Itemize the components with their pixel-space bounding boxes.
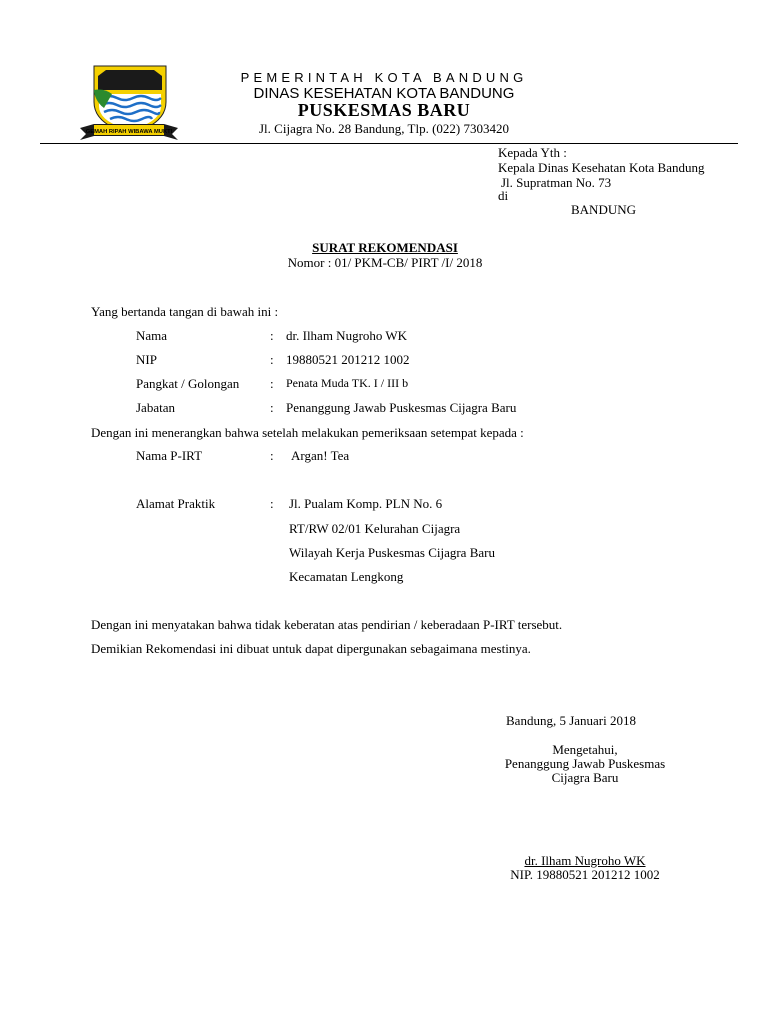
colon: : [270, 448, 274, 463]
colon: : [270, 352, 274, 367]
signer-name-value: dr. Ilham Nugroho WK [286, 328, 408, 343]
place-date: Bandung, 5 Januari 2018 [506, 713, 636, 728]
header-office: PUSKESMAS BARU [297, 100, 471, 120]
address-label: Alamat Praktik [136, 496, 216, 511]
signature-name: dr. Ilham Nugroho WK [524, 853, 646, 868]
address-line: Kecamatan Lengkong [289, 569, 404, 584]
recipient-street: Jl. Supratman No. 73 [501, 175, 612, 190]
signer-rank-label: Pangkat / Golongan [136, 376, 240, 391]
header-department: DINAS KESEHATAN KOTA BANDUNG [253, 85, 515, 102]
signer-position-label: Jabatan [136, 400, 175, 415]
signer-rank-value: Penata Muda TK. I / III b [286, 376, 409, 390]
colon: : [270, 376, 274, 391]
address-line: Wilayah Kerja Puskesmas Cijagra Baru [289, 545, 495, 560]
signer-nip-label: NIP [136, 352, 157, 367]
address-line: RT/RW 02/01 Kelurahan Cijagra [289, 521, 461, 536]
pirt-name-value: Argan! Tea [291, 448, 350, 463]
inspection-text: Dengan ini menerangkan bahwa setelah melakukan pemeriksaan setempat kepada : [91, 425, 524, 440]
letter-number: Nomor : 01/ PKM-CB/ PIRT /I/ 2018 [287, 255, 483, 270]
header-government: PEMERINTAH KOTA BANDUNG [240, 70, 528, 85]
closing-text: Demikian Rekomendasi ini dibuat untuk dapat dipergunakan sebagaimana mestinya. [91, 641, 531, 656]
recipient-di: di [498, 188, 509, 203]
logo-motto: GEMAH RIPAH WIBAWA MUKTI [85, 128, 173, 135]
header-address: Jl. Cijagra No. 28 Bandung, Tlp. (022) 7303420 [259, 121, 509, 136]
signer-name-label: Nama [136, 328, 168, 343]
statement-text: Dengan ini menyatakan bahwa tidak keberatan atas pendirian / keberadaan P-IRT tersebut. [91, 617, 563, 632]
recipient-salutation: Kepada Yth : [498, 145, 567, 160]
letter-title: SURAT REKOMENDASI [312, 240, 458, 255]
signer-position-line2: Cijagra Baru [551, 770, 619, 785]
signer-position-value: Penanggung Jawab Puskesmas Cijagra Baru [286, 400, 517, 415]
pirt-name-label: Nama P-IRT [136, 448, 203, 463]
acknowledged-text: Mengetahui, [552, 742, 618, 757]
colon: : [270, 400, 274, 415]
signature-nip: NIP. 19880521 201212 1002 [510, 867, 660, 882]
signer-nip-value: 19880521 201212 1002 [286, 352, 410, 367]
recipient-name: Kepala Dinas Kesehatan Kota Bandung [498, 160, 705, 175]
intro-text: Yang bertanda tangan di bawah ini : [91, 304, 279, 319]
header-divider [40, 143, 738, 144]
signer-position-line1: Penanggung Jawab Puskesmas [504, 756, 666, 771]
colon: : [270, 496, 274, 511]
bandung-city-emblem [74, 62, 184, 142]
colon: : [270, 328, 274, 343]
address-line: Jl. Pualam Komp. PLN No. 6 [289, 496, 443, 511]
recipient-city: BANDUNG [571, 202, 636, 217]
